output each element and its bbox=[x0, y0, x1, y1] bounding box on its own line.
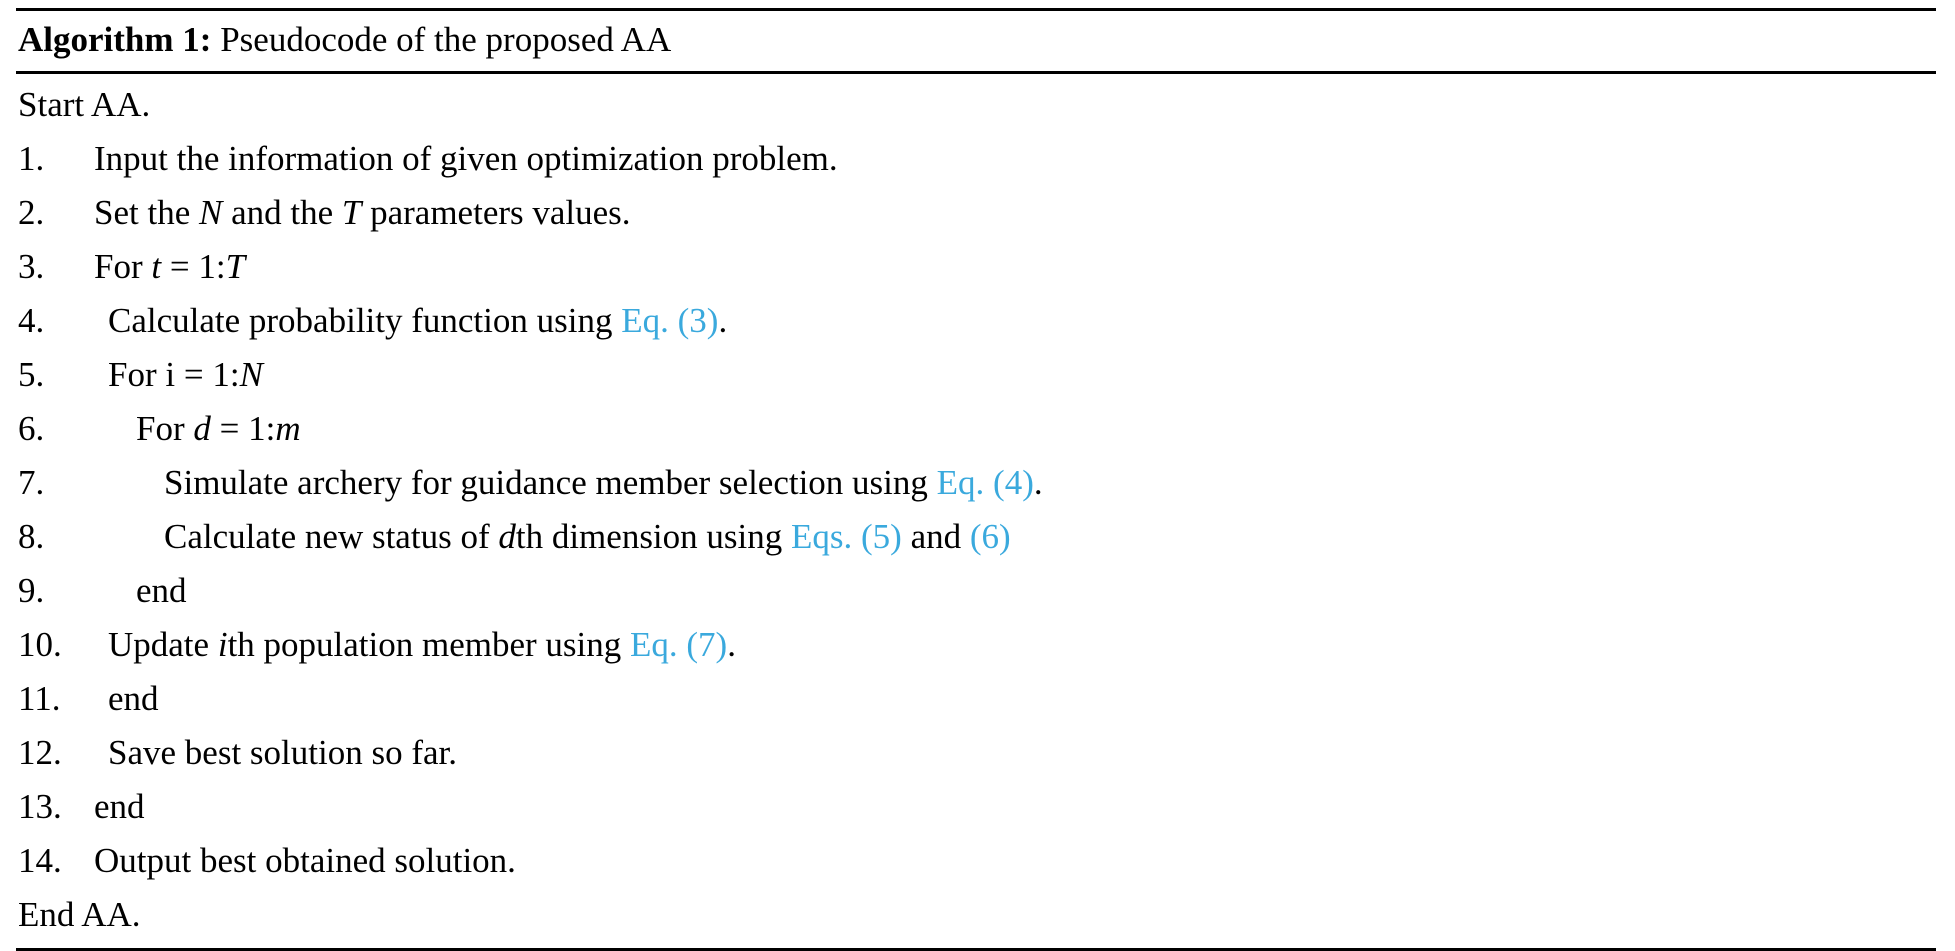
step-symbol: N bbox=[239, 355, 263, 394]
step-text-fragment: Input the information of given optimization problem. bbox=[94, 139, 838, 178]
algorithm-step-line bbox=[18, 672, 1936, 726]
step-text-fragment: and the bbox=[222, 193, 342, 232]
step-text-fragment: For i = 1: bbox=[108, 355, 240, 394]
equation-reference: (6) bbox=[969, 517, 1011, 556]
step-text-fragment: . bbox=[727, 625, 736, 664]
step-number: 12. bbox=[18, 733, 62, 772]
step-text bbox=[80, 564, 187, 618]
algorithm-step-line bbox=[18, 294, 1936, 348]
algorithm-step-line bbox=[18, 510, 1936, 564]
step-text-fragment: . bbox=[1033, 463, 1043, 502]
step-number: 14. bbox=[18, 841, 62, 880]
step-number: 11. bbox=[18, 679, 61, 718]
algorithm-step-line bbox=[18, 402, 1936, 456]
step-symbol: N bbox=[198, 193, 223, 232]
algorithm-caption bbox=[16, 11, 1936, 71]
algorithm-caption-text: Pseudocode of the proposed AA bbox=[211, 20, 672, 59]
algorithm-start-line bbox=[18, 78, 1936, 132]
step-number: 9. bbox=[18, 571, 45, 610]
step-text bbox=[80, 834, 516, 888]
algorithm-step-line bbox=[18, 618, 1936, 672]
step-number: 5. bbox=[18, 355, 45, 394]
equation-reference: Eqs. (5) bbox=[791, 517, 902, 556]
step-number: 4. bbox=[18, 301, 45, 340]
algorithm-block bbox=[16, 8, 1936, 951]
step-number: 8. bbox=[18, 517, 45, 556]
algorithm-end-line bbox=[18, 888, 1936, 942]
step-text-fragment: and bbox=[901, 517, 970, 556]
equation-reference: Eq. (3) bbox=[621, 301, 719, 340]
step-number: 6. bbox=[18, 409, 45, 448]
step-text bbox=[80, 348, 263, 402]
step-number: 7. bbox=[18, 463, 45, 502]
step-text-fragment: Output best obtained solution. bbox=[94, 841, 516, 880]
step-symbol: m bbox=[275, 409, 301, 448]
algorithm-body bbox=[16, 74, 1936, 948]
algorithm-step-line bbox=[18, 348, 1936, 402]
step-number: 1. bbox=[18, 139, 45, 178]
step-number: 3. bbox=[18, 247, 45, 286]
step-symbol: d bbox=[498, 517, 516, 556]
step-symbol: i bbox=[217, 625, 228, 664]
algorithm-step-line bbox=[18, 780, 1936, 834]
step-text bbox=[80, 618, 736, 672]
equation-reference: Eq. (4) bbox=[936, 463, 1034, 502]
step-text bbox=[80, 294, 727, 348]
step-text bbox=[80, 672, 159, 726]
step-text-fragment: . bbox=[718, 301, 728, 340]
step-symbol: d bbox=[193, 409, 211, 448]
step-text-fragment: th dimension using bbox=[515, 517, 792, 556]
step-text-fragment: For bbox=[94, 247, 152, 286]
step-text-fragment: For bbox=[136, 409, 194, 448]
step-text-fragment: Save best solution so far. bbox=[108, 733, 457, 772]
step-number: 10. bbox=[18, 625, 62, 664]
step-text-fragment: Calculate new status of bbox=[164, 517, 499, 556]
algorithm-label: Algorithm 1: bbox=[18, 20, 212, 59]
step-symbol: T bbox=[341, 193, 362, 232]
algorithm-start-text: Start AA. bbox=[18, 85, 151, 124]
step-text bbox=[80, 726, 457, 780]
algorithm-end-text: End AA. bbox=[18, 895, 141, 934]
step-text-fragment: = 1: bbox=[210, 409, 276, 448]
step-text-fragment: = 1: bbox=[161, 247, 226, 286]
step-text-fragment: Set the bbox=[94, 193, 199, 232]
algorithm-step-line bbox=[18, 726, 1936, 780]
step-number: 13. bbox=[18, 787, 62, 826]
algorithm-steps bbox=[18, 132, 1936, 888]
algorithm-step-line bbox=[18, 564, 1936, 618]
step-text bbox=[80, 456, 1043, 510]
step-text-fragment: end bbox=[94, 787, 145, 826]
step-text-fragment: end bbox=[136, 571, 187, 610]
algorithm-step-line bbox=[18, 456, 1936, 510]
algorithm-step-line bbox=[18, 132, 1936, 186]
algorithm-step-line bbox=[18, 186, 1936, 240]
step-text bbox=[80, 402, 301, 456]
step-text bbox=[80, 240, 245, 294]
algorithm-step-line bbox=[18, 834, 1936, 888]
step-text-fragment: parameters values. bbox=[361, 193, 631, 232]
step-text-fragment: th population member using bbox=[227, 625, 631, 664]
step-text-fragment: end bbox=[108, 679, 159, 718]
step-text bbox=[80, 780, 145, 834]
step-text-fragment: Update bbox=[108, 625, 218, 664]
step-text bbox=[80, 132, 838, 186]
step-number: 2. bbox=[18, 193, 45, 232]
step-symbol: T bbox=[225, 247, 246, 286]
step-text bbox=[80, 186, 631, 240]
step-text-fragment: Calculate probability function using bbox=[108, 301, 622, 340]
step-text-fragment: Simulate archery for guidance member selection using bbox=[164, 463, 937, 502]
step-symbol: t bbox=[151, 247, 162, 286]
equation-reference: Eq. (7) bbox=[630, 625, 728, 664]
algorithm-step-line bbox=[18, 240, 1936, 294]
step-text bbox=[80, 510, 1011, 564]
